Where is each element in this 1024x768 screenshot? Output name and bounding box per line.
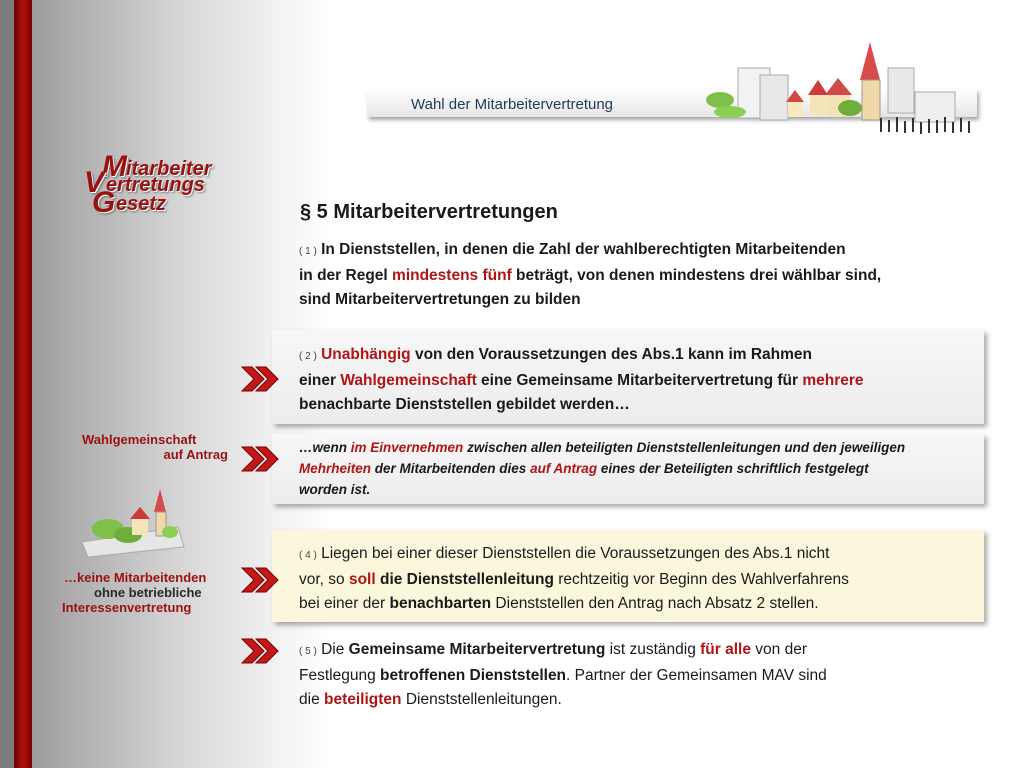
double-chevron-icon bbox=[240, 444, 282, 474]
paragraph-2 bbox=[299, 343, 979, 417]
double-chevron-icon bbox=[240, 565, 282, 595]
red-side-bar bbox=[14, 0, 32, 768]
p2-highlight: mehrere bbox=[802, 372, 864, 389]
p5-bold: Gemeinsame Mitarbeitervertretung bbox=[348, 641, 606, 658]
double-chevron-icon bbox=[240, 364, 282, 394]
p5-text: Die bbox=[316, 641, 349, 658]
p4-text: Liegen bei einer dieser Dienststellen die Voraussetzungen des Abs.1 nicht bbox=[316, 545, 830, 562]
side-label-keine-mitarbeitenden bbox=[60, 570, 230, 615]
p3-text: worden ist. bbox=[299, 482, 371, 497]
p2-highlight: Wahlgemeinschaft bbox=[340, 372, 477, 389]
p4-bold: benachbarten bbox=[389, 595, 492, 612]
logo-line2: ertretungs bbox=[106, 174, 205, 196]
p3-highlight: im Einvernehmen bbox=[350, 440, 464, 455]
p1-text: in der Regel bbox=[299, 267, 393, 284]
paragraph-4 bbox=[299, 542, 979, 616]
p3-text: der Mitarbeitenden dies bbox=[371, 461, 531, 476]
p5-text: . Partner der Gemeinsamen MAV sind bbox=[566, 667, 827, 684]
p5-highlight: für alle bbox=[700, 641, 751, 658]
p1-text: sind Mitarbeitervertretungen zu bilden bbox=[299, 291, 581, 308]
p2-highlight: Unabhängig bbox=[316, 346, 411, 363]
logo-line1: itarbeiter bbox=[126, 158, 212, 180]
mav-logo bbox=[84, 150, 254, 225]
city-illustration bbox=[700, 40, 980, 140]
side-label-line: …keine Mitarbeitenden bbox=[64, 570, 207, 585]
p4-text: bei einer der bbox=[299, 595, 390, 612]
p1-highlight: mindestens fünf bbox=[392, 267, 512, 284]
p4-text: Dienststellen den Antrag nach Absatz 2 stellen. bbox=[491, 595, 819, 612]
p3-text: …wenn bbox=[299, 440, 351, 455]
p3-text: zwischen allen beteiligten Dienststellenleitungen und den jeweiligen bbox=[463, 440, 906, 455]
paragraph-1 bbox=[299, 238, 979, 312]
side-label-line: ohne betriebliche bbox=[94, 585, 202, 600]
side-label-line: auf Antrag bbox=[163, 447, 228, 462]
left-edge bbox=[0, 0, 14, 768]
p3-highlight: Mehrheiten bbox=[299, 461, 372, 476]
p3-highlight: auf Antrag bbox=[530, 461, 598, 476]
p2-number: ( 2 ) bbox=[299, 351, 317, 362]
logo-m: M bbox=[102, 150, 127, 183]
p5-text: die bbox=[299, 691, 324, 708]
p1-text: beträgt, von denen mindestens drei wählbar sind, bbox=[511, 267, 882, 284]
p2-text: eine Gemeinsame Mitarbeitervertretung für bbox=[476, 372, 803, 389]
p5-text: Dienststellenleitungen. bbox=[401, 691, 562, 708]
p4-text: rechtzeitig vor Beginn des Wahlverfahrens bbox=[553, 571, 849, 588]
p4-bold: die Dienststellenleitung bbox=[379, 571, 554, 588]
p4-number: ( 4 ) bbox=[299, 550, 317, 561]
p2-text: benachbarte Dienststellen gebildet werden… bbox=[299, 396, 630, 413]
paragraph-3 bbox=[299, 437, 979, 500]
section-title: § 5 Mitarbeitervertretungen bbox=[300, 201, 558, 223]
p5-bold: betroffenen Dienststellen bbox=[380, 667, 567, 684]
logo-line3: esetz bbox=[116, 193, 167, 215]
p5-highlight: beteiligten bbox=[324, 691, 402, 708]
p1-number: ( 1 ) bbox=[299, 246, 317, 257]
side-label-line: Wahlgemeinschaft bbox=[82, 432, 197, 447]
p1-text: In Dienststellen, in denen die Zahl der wahlberechtigten Mitarbeitenden bbox=[316, 241, 846, 258]
side-label-line: Interessenvertretung bbox=[62, 600, 192, 615]
side-label-wahlgemeinschaft bbox=[70, 432, 228, 462]
p5-text: Festlegung bbox=[299, 667, 380, 684]
logo-g: G bbox=[92, 186, 116, 219]
p5-number: ( 5 ) bbox=[299, 646, 317, 657]
p5-text: von der bbox=[750, 641, 807, 658]
paragraph-5 bbox=[299, 638, 979, 712]
logo-v: V bbox=[84, 166, 105, 199]
p4-text: vor, so bbox=[299, 571, 349, 588]
p4-highlight: soll bbox=[348, 571, 376, 588]
village-illustration bbox=[78, 487, 188, 557]
header-title: Wahl der Mitarbeitervertretung bbox=[411, 96, 614, 113]
p3-text: eines der Beteiligten schriftlich festgelegt bbox=[597, 461, 869, 476]
double-chevron-icon bbox=[240, 636, 282, 666]
p5-text: ist zuständig bbox=[605, 641, 701, 658]
p2-text: einer bbox=[299, 372, 341, 389]
p2-text: von den Voraussetzungen des Abs.1 kann im Rahmen bbox=[410, 346, 813, 363]
